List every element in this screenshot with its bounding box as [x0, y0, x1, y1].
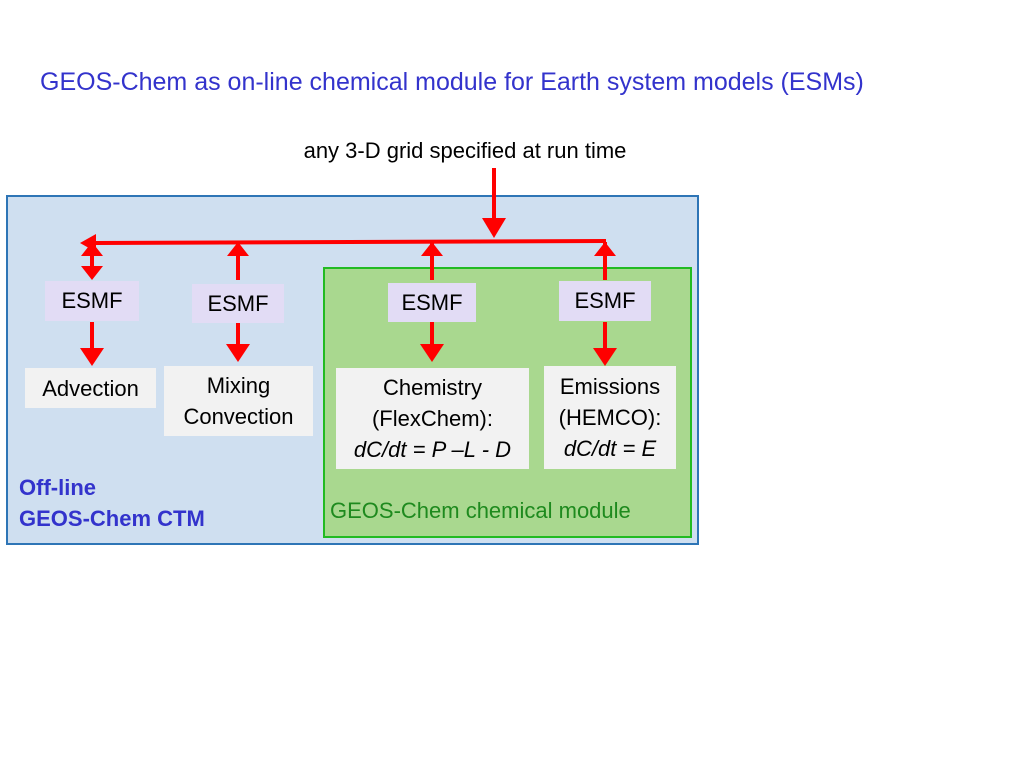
emissions-equation-lhs: dC/dt [563, 436, 617, 461]
advection-label: Advection [42, 375, 139, 401]
grid-note: any 3-D grid specified at run time [303, 138, 627, 163]
esmf-box-emissions [559, 281, 651, 321]
emissions-box [544, 366, 676, 469]
hemco-label: (HEMCO): [558, 405, 662, 430]
grid-input-arrowhead [482, 218, 506, 238]
offline-label-line2: GEOS-Chem CTM [19, 506, 205, 531]
esmf-label: ESMF [61, 288, 123, 313]
emissions-label: Emissions [559, 374, 661, 399]
chemical-module-label: GEOS-Chem chemical module [330, 498, 631, 523]
chemistry-label: Chemistry [382, 375, 482, 400]
slide-title: GEOS-Chem as on-line chemical module for Earth system models (ESMs) [40, 68, 864, 96]
esmf-label: ESMF [207, 290, 269, 316]
mixing-label: Mixing [206, 373, 271, 398]
esmf-box-mixing [192, 284, 284, 323]
emissions-equation-rhs: = E [622, 436, 657, 461]
distribution-bar [96, 241, 606, 243]
emissions-equation [564, 433, 656, 464]
esmf-label: ESMF [574, 288, 636, 313]
chemistry-equation [354, 434, 511, 465]
esmf-label: ESMF [401, 289, 463, 315]
offline-label-line1: Off-line [19, 475, 96, 500]
chemistry-box [336, 368, 529, 469]
flexchem-label: (FlexChem): [371, 406, 493, 431]
mixing-convection-box [164, 366, 313, 436]
convection-label: Convection [183, 404, 294, 429]
chemistry-equation-lhs: dC/dt [353, 437, 407, 462]
offline-ctm-label [19, 472, 205, 534]
advection-box [25, 368, 156, 408]
chemistry-equation-rhs: = P –L - D [412, 437, 512, 462]
esmf-box-chemistry [388, 283, 476, 322]
esmf-box-advection [45, 281, 139, 321]
